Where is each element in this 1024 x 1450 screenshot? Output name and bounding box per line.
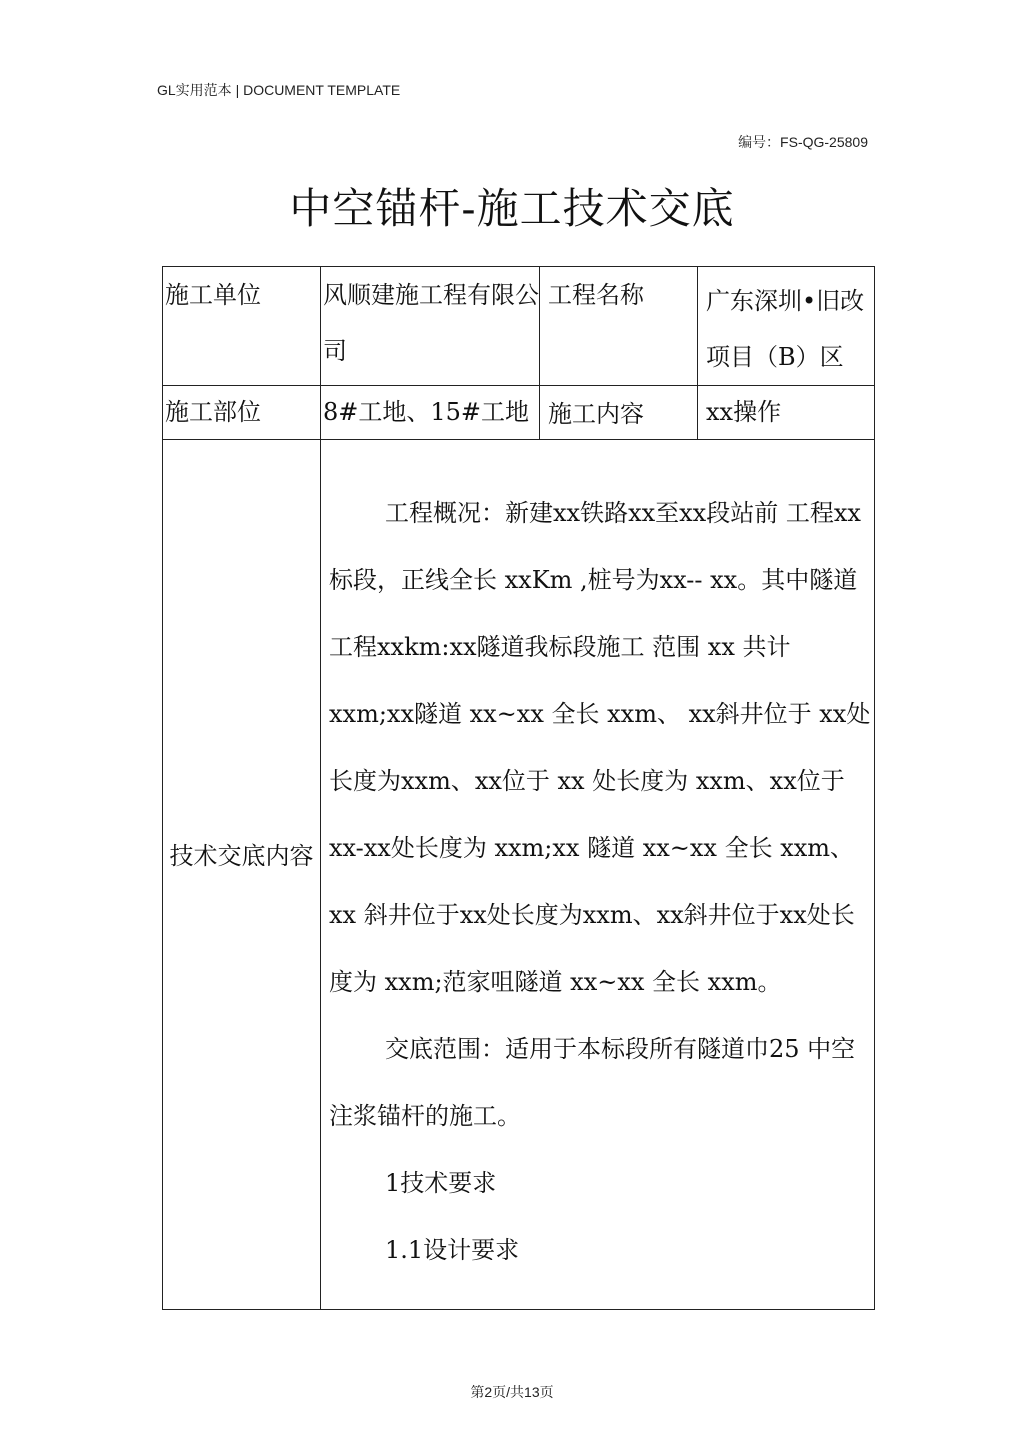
unit-label-cell	[163, 267, 321, 386]
tech-content	[321, 440, 874, 1304]
overview-paragraph: 工程概况：新建xx铁路xx至xx段站前 工程xx标段，正线全长 xxKm ,桩号为xx-- xx。其中隧道工程xxkm:xx隧道我标段施工 范围 xx 共计 xxm;xx隧道 xx~xx 全长 xxm、 xx斜井位于 xx处长度为xxm、xx位于 xx 处长度为 xxm、xx位于xx-xx处长度为 xxm;xx 隧道 xx~xx 全长 xxm、xx 斜井位于xx处长度为xxm、xx斜井位于xx处长度为 xxm;范家咀隧道 xx~xx 全长 xxm。	[329, 499, 871, 996]
header-template-label: GL实用范本 | DOCUMENT TEMPLATE	[157, 82, 401, 98]
project-label-cell	[540, 267, 698, 386]
document-number: 编号：FS-QG-25809	[738, 134, 868, 150]
content-label: 施工内容	[548, 400, 644, 428]
part-label: 施工部位	[165, 398, 261, 426]
page-footer: 第2页/共13页	[470, 1384, 554, 1400]
unit-value-cell	[321, 267, 540, 386]
disclosure-table	[162, 266, 875, 1310]
unit-value: 风顺建施工程有限公司	[323, 281, 539, 365]
content-label-cell	[540, 386, 698, 440]
table-row-unit	[163, 267, 875, 386]
tech-label: 技术交底内容	[169, 842, 314, 870]
scope-paragraph: 交底范围：适用于本标段所有隧道巾25 中空注浆锚杆的施工。	[329, 1035, 856, 1130]
table-row-tech	[163, 440, 875, 1310]
tech-content-cell	[321, 440, 875, 1310]
section-heading-1-1: 1.1设计要求	[385, 1236, 520, 1264]
table-row-part	[163, 386, 875, 440]
section-heading-1: 1技术要求	[385, 1169, 497, 1197]
unit-label: 施工单位	[165, 281, 261, 309]
part-value: 8#工地、15#工地	[323, 398, 530, 426]
part-value-cell	[321, 386, 540, 440]
part-label-cell	[163, 386, 321, 440]
content-value: xx操作	[706, 398, 782, 426]
project-label: 工程名称	[548, 281, 644, 309]
document-title: 中空锚杆-施工技术交底	[289, 184, 735, 233]
project-value-cell	[698, 267, 875, 386]
content-value-cell	[698, 386, 875, 440]
tech-label-cell	[163, 440, 321, 1310]
project-value: 广东深圳•旧改项目（B）区	[706, 287, 865, 371]
